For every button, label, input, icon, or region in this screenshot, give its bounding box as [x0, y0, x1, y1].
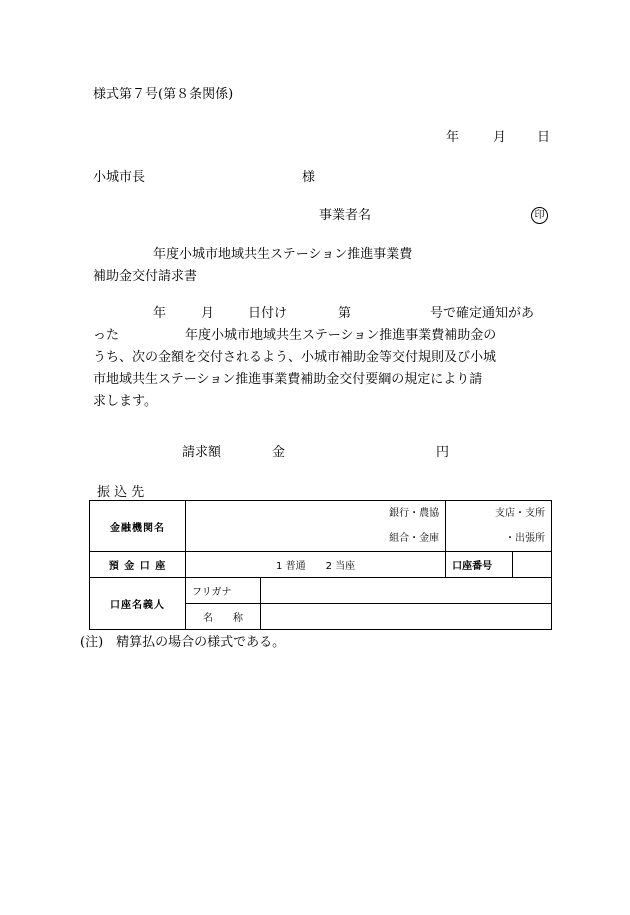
addressee-name: 小城市長	[93, 170, 146, 185]
name-cell[interactable]	[261, 604, 552, 630]
note: (注) 精算払の場合の様式である。	[80, 635, 286, 650]
transfer-table	[89, 500, 552, 630]
request-label: 請求額	[182, 445, 222, 460]
account-number-cell[interactable]	[513, 552, 552, 578]
furigana-label: フリガナ	[186, 578, 261, 604]
title-line1: 年度小城市地域共生ステーション推進事業費	[153, 247, 413, 262]
branch-type2: ・出張所	[505, 533, 545, 544]
body-line1-end: 号で確定通知があ	[430, 306, 535, 321]
branch-cell[interactable]	[446, 501, 552, 552]
body-year: 年	[153, 306, 167, 321]
body-day-dated: 日付け	[248, 306, 288, 321]
account-type-label: 預 金 口 座	[90, 552, 186, 578]
request-kin: 金	[272, 445, 286, 460]
seal-icon: 印	[531, 207, 548, 224]
date-day: 日	[537, 130, 551, 145]
applicant-label: 事業者名	[319, 208, 372, 223]
transfer-label: 振 込 先	[97, 485, 145, 500]
account-type-options[interactable]: 1 普通 2 当座	[186, 552, 446, 578]
furigana-cell[interactable]	[261, 578, 552, 604]
bank-type2: 組合・金庫	[389, 533, 440, 544]
body-month: 月	[201, 306, 215, 321]
addressee-honorific: 様	[302, 170, 316, 185]
bank-name-cell[interactable]	[186, 501, 446, 552]
name-label: 名 称	[186, 604, 261, 630]
account-number-label: 口座番号	[446, 552, 513, 578]
body-line3: うち、次の金額を交付されるよう、小城市補助金等交付規則及び小城	[93, 350, 497, 365]
branch-type1: 支店・支所	[495, 508, 545, 519]
body-dai: 第	[338, 306, 352, 321]
date-month: 月	[493, 130, 507, 145]
bank-type1: 銀行・農協	[389, 508, 440, 519]
form-number: 様式第７号(第８条関係)	[93, 87, 234, 102]
bank-label: 金融機関名	[90, 501, 186, 552]
request-yen: 円	[436, 445, 450, 460]
body-line5: 求します。	[93, 394, 157, 409]
date-year: 年	[446, 130, 460, 145]
body-line4: 市地域共生ステーション推進事業費補助金交付要綱の規定により請	[93, 372, 483, 387]
body-line2-rest: 年度小城市地域共生ステーション推進事業費補助金の	[185, 328, 497, 343]
body-line2-start: った	[93, 328, 120, 343]
holder-label: 口座名義人	[90, 578, 186, 630]
title-line2: 補助金交付請求書	[93, 269, 198, 284]
